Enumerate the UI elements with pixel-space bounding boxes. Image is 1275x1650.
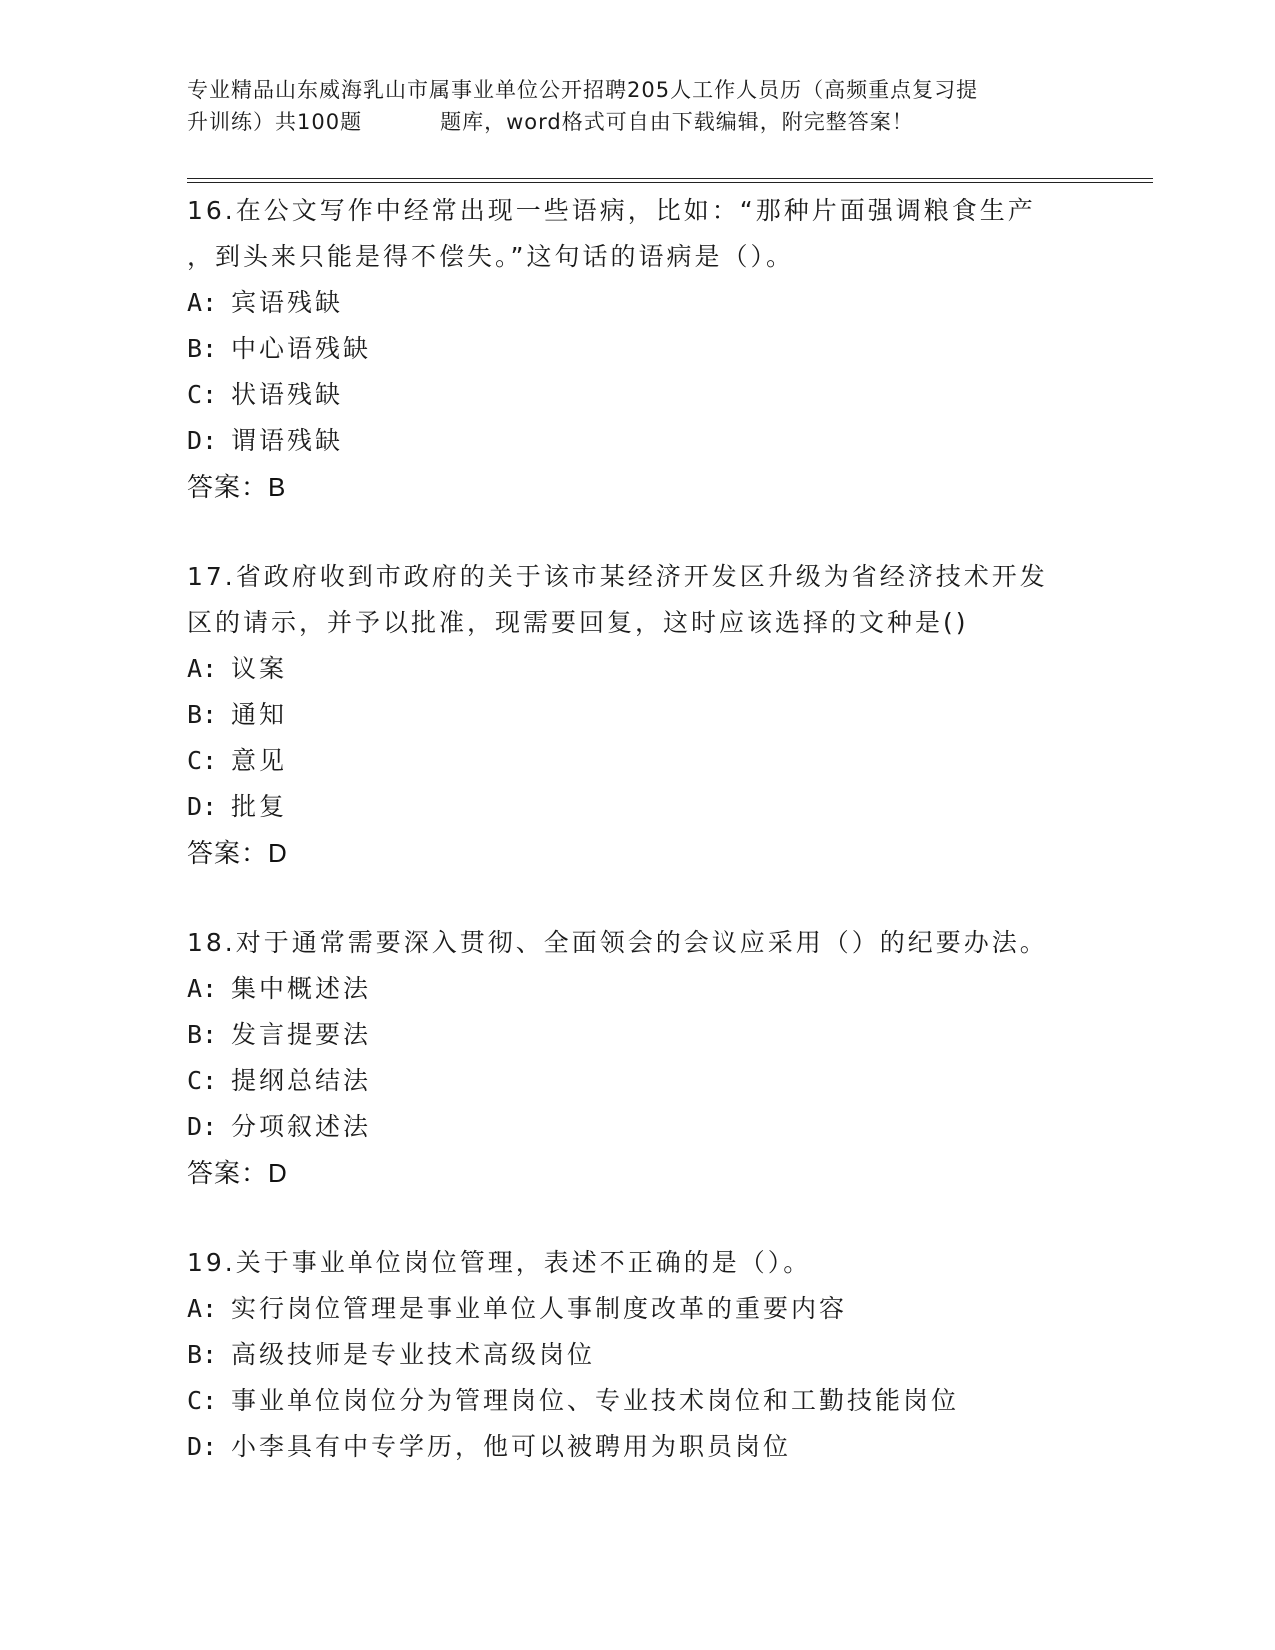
option-letter: D: <box>187 1112 218 1141</box>
question-18 <box>187 920 1167 1196</box>
option-text: 小李具有中专学历，他可以被聘用为职员岗位 <box>231 1432 792 1461</box>
option-letter: B: <box>187 334 218 363</box>
option-letter: B: <box>187 700 218 729</box>
option-text: 发言提要法 <box>231 1020 372 1049</box>
stem-line-1: 19.关于事业单位岗位管理，表述不正确的是（）。 <box>187 1248 812 1277</box>
option-b <box>187 326 1167 372</box>
question-17 <box>187 554 1167 876</box>
option-letter: C: <box>187 380 218 409</box>
option-text: 通知 <box>231 700 288 729</box>
option-letter: D: <box>187 792 218 821</box>
option-a <box>187 966 1167 1012</box>
option-letter: C: <box>187 1066 218 1095</box>
question-stem <box>187 554 1167 646</box>
stem-line-2: 区的请示，并予以批准，现需要回复，这时应该选择的文种是() <box>187 608 969 637</box>
option-text: 宾语残缺 <box>231 288 344 317</box>
option-text: 实行岗位管理是事业单位人事制度改革的重要内容 <box>231 1294 848 1323</box>
option-d <box>187 784 1167 830</box>
option-letter: D: <box>187 426 218 455</box>
header-rule-bottom <box>187 182 1153 183</box>
option-text: 意见 <box>231 746 288 775</box>
option-letter: A: <box>187 654 218 683</box>
header-line-1: 专业精品山东威海乳山市属事业单位公开招聘205人工作人员历（高频重点复习提 <box>187 78 979 102</box>
option-letter: A: <box>187 288 218 317</box>
question-stem <box>187 188 1167 280</box>
page-header <box>187 74 1087 138</box>
stem-line-1: 17.省政府收到市政府的关于该市某经济开发区升级为省经济技术开发 <box>187 562 1048 591</box>
option-b <box>187 692 1167 738</box>
question-16 <box>187 188 1167 510</box>
option-letter: C: <box>187 746 218 775</box>
option-text: 提纲总结法 <box>231 1066 372 1095</box>
option-text: 状语残缺 <box>231 380 344 409</box>
option-letter: B: <box>187 1340 218 1369</box>
option-letter: A: <box>187 1294 218 1323</box>
option-text: 分项叙述法 <box>231 1112 372 1141</box>
stem-line-1: 16.在公文写作中经常出现一些语病，比如：“那种片面强调粮食生产 <box>187 196 1036 225</box>
answer: 答案：D <box>187 1158 288 1188</box>
option-c <box>187 1378 1167 1424</box>
question-stem <box>187 920 1167 966</box>
option-text: 批复 <box>231 792 288 821</box>
option-d <box>187 1104 1167 1150</box>
header-line-2 <box>187 106 1087 138</box>
question-stem <box>187 1240 1167 1286</box>
option-a <box>187 1286 1167 1332</box>
answer: 答案：B <box>187 472 287 502</box>
option-c <box>187 738 1167 784</box>
option-letter: A: <box>187 974 218 1003</box>
option-b <box>187 1332 1167 1378</box>
option-text: 集中概述法 <box>231 974 372 1003</box>
option-text: 高级技师是专业技术高级岗位 <box>231 1340 596 1369</box>
stem-line-2: ，到头来只能是得不偿失。”这句话的语病是（）。 <box>187 242 794 271</box>
question-19 <box>187 1240 1167 1470</box>
option-b <box>187 1012 1167 1058</box>
option-letter: D: <box>187 1432 218 1461</box>
option-c <box>187 372 1167 418</box>
option-text: 议案 <box>231 654 288 683</box>
option-a <box>187 646 1167 692</box>
option-d <box>187 418 1167 464</box>
header-line-2-right: 题库，word格式可自由下载编辑，附完整答案！ <box>440 110 914 134</box>
option-text: 中心语残缺 <box>231 334 372 363</box>
option-d <box>187 1424 1167 1470</box>
option-a <box>187 280 1167 326</box>
option-c <box>187 1058 1167 1104</box>
header-rule-top <box>187 178 1153 179</box>
option-letter: C: <box>187 1386 218 1415</box>
option-text: 谓语残缺 <box>231 426 344 455</box>
option-text: 事业单位岗位分为管理岗位、专业技术岗位和工勤技能岗位 <box>231 1386 960 1415</box>
header-line-2-left: 升训练）共100题 <box>187 110 363 134</box>
answer: 答案：D <box>187 838 288 868</box>
option-letter: B: <box>187 1020 218 1049</box>
stem-line-1: 18.对于通常需要深入贯彻、全面领会的会议应采用（）的纪要办法。 <box>187 928 1048 957</box>
